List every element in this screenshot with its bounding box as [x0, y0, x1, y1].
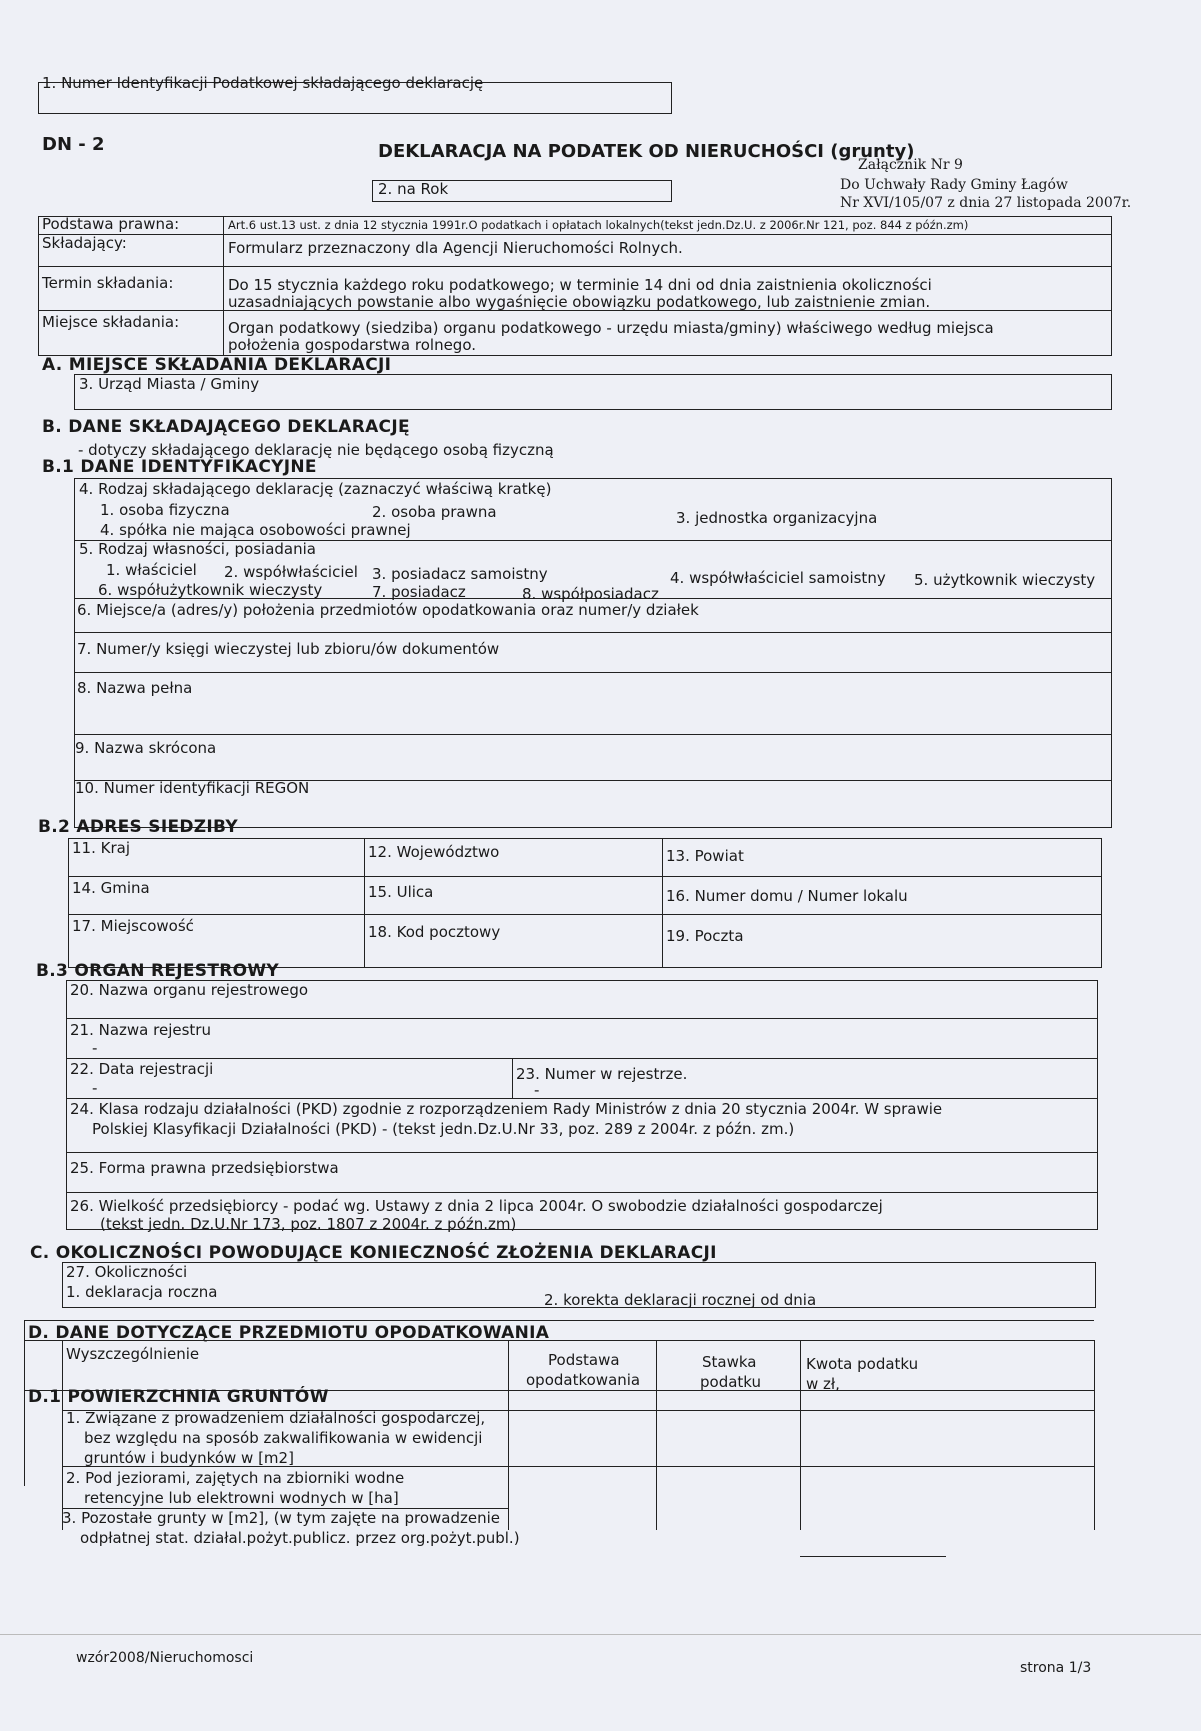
f24-line-2: Polskiej Klasyfikacji Działalności (PKD) - (tekst jedn.Dz.U.Nr 33, poz. 289 z 2004r. z późn. zm.): [92, 1120, 795, 1138]
col-stawka-l2: podatku: [700, 1373, 762, 1391]
year-label: 2. na Rok: [378, 180, 449, 198]
termin-value: Do 15 stycznia każdego roku podatkowego; w terminie 14 dni od dnia zaistnienia okoliczności uzasadniających powstanie albo wygaśnięcie obowiązku podatkowego, lub zaistnienie zmian.: [228, 276, 932, 311]
f16-label: 16. Numer domu / Numer lokalu: [666, 887, 908, 905]
f6-label: 6. Miejsce/a (adres/y) położenia przedmiotów opodatkowania oraz numer/y działek: [77, 601, 699, 619]
f23-value: -: [534, 1081, 540, 1099]
col-stawka-l1: Stawka: [702, 1353, 757, 1371]
footer-template-id: wzór2008/Nieruchomosci: [76, 1650, 254, 1666]
col-kwota-l2: w zł,: [806, 1375, 840, 1393]
f19-label: 19. Poczta: [666, 927, 744, 945]
f7-label: 7. Numer/y księgi wieczystej lub zbioru/ów dokumentów: [77, 640, 500, 658]
section-b-subtitle: - dotyczy składającego deklarację nie będącego osobą fizyczną: [78, 441, 554, 459]
col-kwota-l1: Kwota podatku: [806, 1355, 919, 1373]
f5-opt-wspolwlasciciel-samoistny[interactable]: 4. współwłaściciel samoistny: [670, 569, 886, 587]
f21-value: -: [92, 1039, 98, 1057]
f5-opt-posiadacz[interactable]: 7. posiadacz: [372, 583, 466, 601]
miejsce-label: Miejsce składania:: [42, 313, 180, 331]
footer-divider: [0, 1634, 1201, 1635]
f4-opt-spolka[interactable]: 4. spółka nie mająca osobowości prawnej: [100, 521, 411, 539]
f24-line-1: 24. Klasa rodzaju działalności (PKD) zgodnie z rozporządzeniem Rady Ministrów z dnia 20 stycznia 2004r. W sprawie: [70, 1100, 943, 1118]
section-b-title: B. DANE SKŁADAJĄCEGO DEKLARACJĘ: [42, 417, 410, 437]
f22-label: 22. Data rejestracji: [70, 1060, 214, 1078]
form-code: DN - 2: [42, 134, 105, 155]
f21-label: 21. Nazwa rejestru: [70, 1021, 211, 1039]
d1-row2-l1: 2. Pod jeziorami, zajętych na zbiorniki wodne: [66, 1469, 405, 1487]
section-b1-title: B.1 DANE IDENTYFIKACYJNE: [42, 457, 317, 477]
d1-row1-l1: 1. Związane z prowadzeniem działalności gospodarczej,: [66, 1409, 486, 1427]
address-table: [68, 838, 1102, 968]
f14-label: 14. Gmina: [72, 879, 150, 897]
annex-line-3: Nr XVI/105/07 z dnia 27 listopada 2007r.: [840, 195, 1132, 211]
section-a-title: A. MIEJSCE SKŁADANIA DEKLARACJI: [42, 355, 392, 375]
section-b2-title: B.2 ADRES SIEDZIBY: [38, 817, 238, 837]
f9-label: 9. Nazwa skrócona: [75, 739, 217, 757]
f5-opt-wspolposiadacz[interactable]: 8. współposiadacz: [522, 585, 659, 603]
skladajacy-label: Składający:: [42, 234, 127, 252]
d1-row2-l2: retencyjne lub elektrowni wodnych w [ha]: [84, 1489, 399, 1507]
podstawa-value: Art.6 ust.13 ust. z dnia 12 stycznia 1991r.O podatkach i opłatach lokalnych(tekst jedn.Dz.U. z 2006r.Nr 121, poz. 844 z późn.zm): [228, 218, 969, 232]
f10-label: 10. Numer identyfikacji REGON: [75, 779, 310, 797]
f4-opt-osoba-fizyczna[interactable]: 1. osoba fizyczna: [100, 501, 230, 519]
f13-label: 13. Powiat: [666, 847, 744, 865]
f11-label: 11. Kraj: [72, 839, 130, 857]
miejsce-value: Organ podatkowy (siedziba) organu podatkowego - urzędu miasta/gminy) właściwego według miejsca położenia gospodarstwa rolnego.: [228, 319, 994, 354]
col-podstawa-l1: Podstawa: [548, 1351, 620, 1369]
f5-opt-posiadacz-samoistny[interactable]: 3. posiadacz samoistny: [372, 565, 548, 583]
col-wyszczegolnienie: Wyszczególnienie: [66, 1345, 200, 1363]
f20-label: 20. Nazwa organu rejestrowego: [70, 981, 309, 999]
f4-label: 4. Rodzaj składającego deklarację (zaznaczyć właściwą kratkę): [79, 480, 552, 498]
d1-row1-l3: gruntów i budynków w [m2]: [84, 1449, 294, 1467]
f3-label: 3. Urząd Miasta / Gminy: [79, 375, 260, 393]
skladajacy-value: Formularz przeznaczony dla Agencji Nieruchomości Rolnych.: [228, 239, 683, 257]
f5-opt-wspolwlasciciel[interactable]: 2. współwłaściciel: [224, 563, 358, 581]
nip-label: 1. Numer Identyfikacji Podatkowej składającego deklarację: [42, 74, 484, 92]
f8-label: 8. Nazwa pełna: [77, 679, 193, 697]
f4-opt-jednostka[interactable]: 3. jednostka organizacyjna: [676, 509, 878, 527]
section-d1-title: D.1 POWIERZCHNIA GRUNTÓW: [28, 1387, 329, 1407]
f26-line-1: 26. Wielkość przedsiębiorcy - podać wg. Ustawy z dnia 2 lipca 2004r. O swobodzie działalności gospodarczej: [70, 1197, 883, 1215]
annex-line-2: Do Uchwały Rady Gminy Łagów: [840, 177, 1068, 193]
f5-opt-wspoluzytkownik-wieczysty[interactable]: 6. współużytkownik wieczysty: [98, 581, 323, 599]
f18-label: 18. Kod pocztowy: [368, 923, 501, 941]
c-opt-korekta[interactable]: 2. korekta deklaracji rocznej od dnia: [544, 1291, 817, 1309]
d1-row3-l1: 3. Pozostałe grunty w [m2], (w tym zajęte na prowadzenie: [62, 1509, 500, 1527]
f22-value: -: [92, 1079, 98, 1097]
f17-label: 17. Miejscowość: [72, 917, 194, 935]
d1-row1-l2: bez względu na sposób zakwalifikowania w ewidencji: [84, 1429, 483, 1447]
f25-label: 25. Forma prawna przedsiębiorstwa: [70, 1159, 339, 1177]
termin-label: Termin składania:: [42, 274, 174, 292]
f5-opt-wlasciciel[interactable]: 1. właściciel: [106, 561, 197, 579]
f5-label: 5. Rodzaj własności, posiadania: [79, 540, 316, 558]
f26-line-2: (tekst jedn. Dz.U.Nr 173, poz. 1807 z 2004r. z późn.zm): [100, 1215, 517, 1233]
f5-opt-uzytkownik-wieczysty[interactable]: 5. użytkownik wieczysty: [914, 571, 1096, 589]
annex-line-1: Załącznik Nr 9: [858, 157, 963, 173]
footer-page-number: strona 1/3: [1020, 1660, 1092, 1676]
section-b3-title: B.3 ORGAN REJESTROWY: [36, 961, 280, 981]
f4-opt-osoba-prawna[interactable]: 2. osoba prawna: [372, 503, 497, 521]
f12-label: 12. Województwo: [368, 843, 500, 861]
f27-label: 27. Okoliczności: [66, 1263, 188, 1281]
d1-row3-l2: odpłatnej stat. działal.pożyt.publicz. przez org.pożyt.publ.): [80, 1529, 520, 1547]
section-d-title: D. DANE DOTYCZĄCE PRZEDMIOTU OPODATKOWANIA: [28, 1323, 550, 1343]
f23-label: 23. Numer w rejestrze.: [516, 1065, 688, 1083]
col-podstawa-l2: opodatkowania: [526, 1371, 641, 1389]
page-title: DEKLARACJA NA PODATEK OD NIERUCHOŚCI (grunty): [378, 141, 915, 162]
f15-label: 15. Ulica: [368, 883, 434, 901]
c-opt-deklaracja-roczna[interactable]: 1. deklaracja roczna: [66, 1283, 218, 1301]
podstawa-label: Podstawa prawna:: [42, 215, 180, 233]
section-c-title: C. OKOLICZNOŚCI POWODUJĄCE KONIECZNOŚĆ ZŁOŻENIA DEKLARACJI: [30, 1243, 717, 1263]
